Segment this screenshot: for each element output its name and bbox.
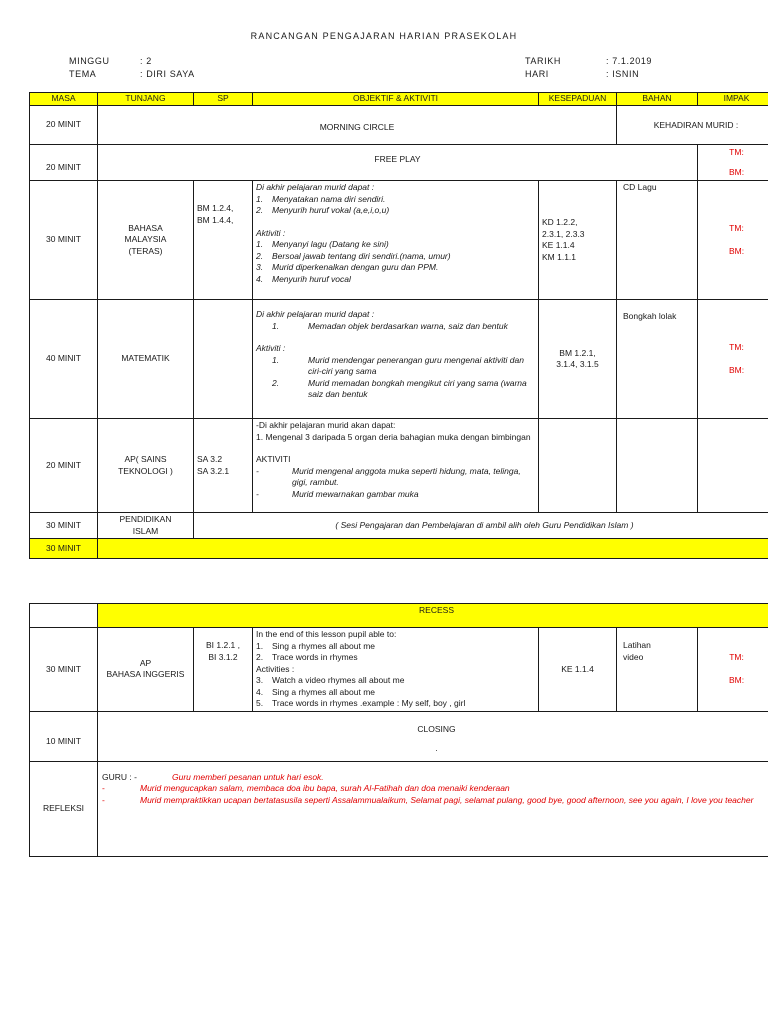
kesepaduan-line: BM 1.2.1, xyxy=(559,347,596,358)
tarikh-label: TARIKH xyxy=(525,56,561,66)
tunjang-line: TEKNOLOGI ) xyxy=(118,465,173,476)
row-closing xyxy=(30,711,768,761)
recess-title: RECESS xyxy=(98,604,768,628)
objektif-item: 1. Mengenal 3 daripada 5 organ deria bahagian muka dengan bimbingan xyxy=(256,431,531,442)
objektif-item: 2. Trace words in rhymes xyxy=(256,652,358,662)
bahan-line: video xyxy=(623,651,644,662)
row-matematik xyxy=(30,300,768,419)
objektif-intro: -Di akhir pelajaran murid akan dapat: xyxy=(256,420,396,430)
impak-bm: BM: xyxy=(728,167,745,177)
objektif-item: 2. Menyurih huruf vokal (a,e,i,o,u) xyxy=(256,205,390,215)
impak-tm: TM: xyxy=(729,651,744,662)
row-sains-teknologi xyxy=(30,419,768,513)
impak-cell xyxy=(698,419,768,513)
objektif-intro: In the end of this lesson pupil able to: xyxy=(256,629,397,639)
lesson-table-afternoon xyxy=(29,603,768,857)
row-pendidikan-islam xyxy=(30,513,768,539)
tarikh-value: : 7.1.2019 xyxy=(606,56,653,66)
kesepaduan-line: KM 1.1.1 xyxy=(542,251,577,262)
document-title: RANCANGAN PENGAJARAN HARIAN PRASEKOLAH xyxy=(250,31,518,41)
masa-cell: 30 MINIT xyxy=(30,539,98,559)
impak-cell xyxy=(698,181,768,300)
refleksi-guru-text: Guru memberi pesanan untuk hari esok. xyxy=(172,771,324,782)
sp-cell xyxy=(194,300,253,419)
row-recess xyxy=(30,604,768,628)
objektif-item: 1. Sing a rhymes all about me xyxy=(256,640,375,651)
closing-dot: . xyxy=(435,743,438,753)
refleksi-guru-label: GURU : - xyxy=(102,771,137,782)
minggu-label: MINGGU xyxy=(69,56,110,66)
refleksi-item: - Murid mengucapkan salam, membaca doa ibu bapa, surah Al-Fatihah dan doa menaiki kenderaan xyxy=(102,783,510,793)
header-kesepaduan: KESEPADUAN xyxy=(539,93,617,106)
refleksi-item: - Murid mempraktikkan ucapan bertatasusila seperti Assalammualaikum, Selamat pagi, selamat pulang, good bye, good afternoon, see you again, I love you teacher xyxy=(102,794,754,805)
sp-line: SA 3.2 xyxy=(197,454,223,464)
tunjang-cell: MATEMATIK xyxy=(98,300,194,419)
impak-tm: TM: xyxy=(729,222,744,233)
masa-cell: 20 MINIT xyxy=(30,145,98,181)
bahan-cell xyxy=(617,628,698,712)
bahan-cell: Bongkah lolak xyxy=(617,300,698,419)
free-play-title: FREE PLAY xyxy=(98,145,698,181)
row-refleksi xyxy=(30,761,768,856)
aktiviti-item: 2. Bersoal jawab tentang diri sendiri.(nama, umur) xyxy=(256,250,451,261)
objektif-cell xyxy=(253,181,539,300)
header-tunjang: TUNJANG xyxy=(98,93,194,106)
sp-line: BM 1.4.4, xyxy=(197,214,234,225)
sp-line: BI 3.1.2 xyxy=(208,651,238,662)
aktiviti-item: 2. Murid memadan bongkah mengikut ciri yang sama (warna saiz dan bentuk xyxy=(272,377,527,399)
tunjang-line: BAHASA INGGERIS xyxy=(106,669,185,680)
masa-cell: 30 MINIT xyxy=(30,513,98,539)
masa-cell: 40 MINIT xyxy=(30,300,98,419)
impak-tm: TM: xyxy=(729,146,744,157)
objektif-cell xyxy=(253,628,539,712)
empty-cell xyxy=(30,604,98,628)
aktiviti-item: 4. Menyurih huruf vocal xyxy=(256,273,351,284)
sp-cell xyxy=(194,628,253,712)
tunjang-line: MALAYSIA xyxy=(124,234,167,245)
lesson-table-main xyxy=(29,92,768,559)
tunjang-cell xyxy=(98,513,194,539)
sp-line: SA 3.2.1 xyxy=(197,465,230,476)
masa-cell: 30 MINIT xyxy=(30,628,98,712)
kesepaduan-cell xyxy=(539,300,617,419)
aktiviti-item: 3. Watch a video rhymes all about me xyxy=(256,675,405,685)
kesepaduan-cell: KE 1.1.4 xyxy=(539,628,617,712)
tunjang-cell xyxy=(98,419,194,513)
impak-cell xyxy=(698,300,768,419)
masa-cell: 30 MINIT xyxy=(30,181,98,300)
row-bahasa-malaysia xyxy=(30,181,768,300)
bahan-cell: CD Lagu xyxy=(617,181,698,300)
tunjang-line: BAHASA xyxy=(128,222,163,233)
header-sp: SP xyxy=(194,93,253,106)
kesepaduan-line: KD 1.2.2, xyxy=(542,217,578,227)
masa-cell: 20 MINIT xyxy=(30,419,98,513)
impak-bm: BM: xyxy=(728,246,745,256)
aktiviti-label: Aktiviti : xyxy=(256,343,286,353)
impak-cell xyxy=(698,628,768,712)
tunjang-line: ISLAM xyxy=(132,525,159,536)
objektif-intro: Di akhir pelajaran murid dapat : xyxy=(256,182,375,192)
activities-label: Activities : xyxy=(256,663,295,674)
bahan-line: Latihan xyxy=(623,640,651,650)
objektif-cell xyxy=(253,419,539,513)
tema-label: TEMA xyxy=(69,69,97,79)
tunjang-line: AP( SAINS xyxy=(124,454,167,464)
tunjang-cell xyxy=(98,628,194,712)
morning-circle-title: MORNING CIRCLE xyxy=(98,106,617,145)
row-last-yellow xyxy=(30,539,768,559)
aktiviti-label: Aktiviti : xyxy=(256,227,286,238)
row-bahasa-inggeris xyxy=(30,628,768,712)
masa-cell: 20 MINIT xyxy=(30,106,98,145)
aktiviti-item: 4. Sing a rhymes all about me xyxy=(256,686,375,697)
tunjang-cell xyxy=(98,181,194,300)
impak-bm: BM: xyxy=(728,675,745,686)
impak-cell xyxy=(698,145,768,181)
header-row xyxy=(30,93,768,106)
objektif-intro: Di akhir pelajaran murid dapat : xyxy=(256,309,375,319)
sp-line: BI 1.2.1 , xyxy=(205,640,241,650)
objektif-item: 1. Menyatakan nama diri sendiri. xyxy=(256,193,386,204)
closing-cell xyxy=(98,711,768,761)
header-objektif: OBJEKTIF & AKTIVITI xyxy=(253,93,539,106)
objektif-item: 1. Memadan objek berdasarkan warna, saiz dan bentuk xyxy=(272,320,508,331)
header-masa: MASA xyxy=(30,93,98,106)
kesepaduan-cell xyxy=(539,419,617,513)
refleksi-label: REFLEKSI xyxy=(30,761,98,856)
aktiviti-item: 1. Murid mendengar penerangan guru mengenai aktiviti dan ciri-ciri yang sama xyxy=(272,354,524,376)
bahan-cell xyxy=(617,419,698,513)
impak-tm: TM: xyxy=(729,341,744,352)
impak-bm: BM: xyxy=(728,365,745,375)
objektif-cell xyxy=(253,300,539,419)
sp-line: BM 1.2.4, xyxy=(197,203,234,213)
minggu-value: : 2 xyxy=(140,56,152,66)
kesepaduan-line: KE 1.1.4 xyxy=(542,240,575,250)
aktiviti-item: - Murid mengenal anggota muka seperti hidung, mata, telinga, gigi, rambut. xyxy=(256,465,521,487)
hari-label: HARI xyxy=(525,69,549,79)
hari-value: : ISNIN xyxy=(606,69,640,79)
header-impak: IMPAK xyxy=(698,93,768,106)
empty-cell xyxy=(98,539,768,559)
refleksi-cell xyxy=(98,761,768,856)
pendidikan-islam-note: ( Sesi Pengajaran dan Pembelajaran di ambil alih oleh Guru Pendidikan Islam ) xyxy=(194,513,768,539)
kesepaduan-line: 3.1.4, 3.1.5 xyxy=(556,359,599,369)
tunjang-line: AP xyxy=(139,657,152,668)
tunjang-line: PENDIDIKAN xyxy=(119,514,172,524)
refleksi-guru-line xyxy=(98,772,768,784)
row-free-play xyxy=(30,145,768,181)
sp-cell xyxy=(194,419,253,513)
kesepaduan-line: 2.3.1, 2.3.3 xyxy=(542,228,585,239)
sp-cell xyxy=(194,181,253,300)
closing-title: CLOSING xyxy=(417,723,456,734)
kesepaduan-cell xyxy=(539,181,617,300)
row-morning-circle xyxy=(30,106,768,145)
aktiviti-item: 5. Trace words in rhymes .example : My self, boy , girl xyxy=(256,698,466,708)
tunjang-line: (TERAS) xyxy=(128,245,163,256)
aktiviti-item: 1. Menyanyi lagu (Datang ke sini) xyxy=(256,239,389,249)
kehadiran-murid: KEHADIRAN MURID : xyxy=(617,106,768,145)
aktiviti-label: AKTIVITI xyxy=(256,454,291,464)
masa-cell: 10 MINIT xyxy=(30,711,98,761)
aktiviti-item: - Murid mewarnakan gambar muka xyxy=(256,488,419,499)
aktiviti-item: 3. Murid diperkenalkan dengan guru dan PPM. xyxy=(256,262,439,272)
tema-value: : DIRI SAYA xyxy=(140,69,195,79)
header-bahan: BAHAN xyxy=(617,93,698,106)
